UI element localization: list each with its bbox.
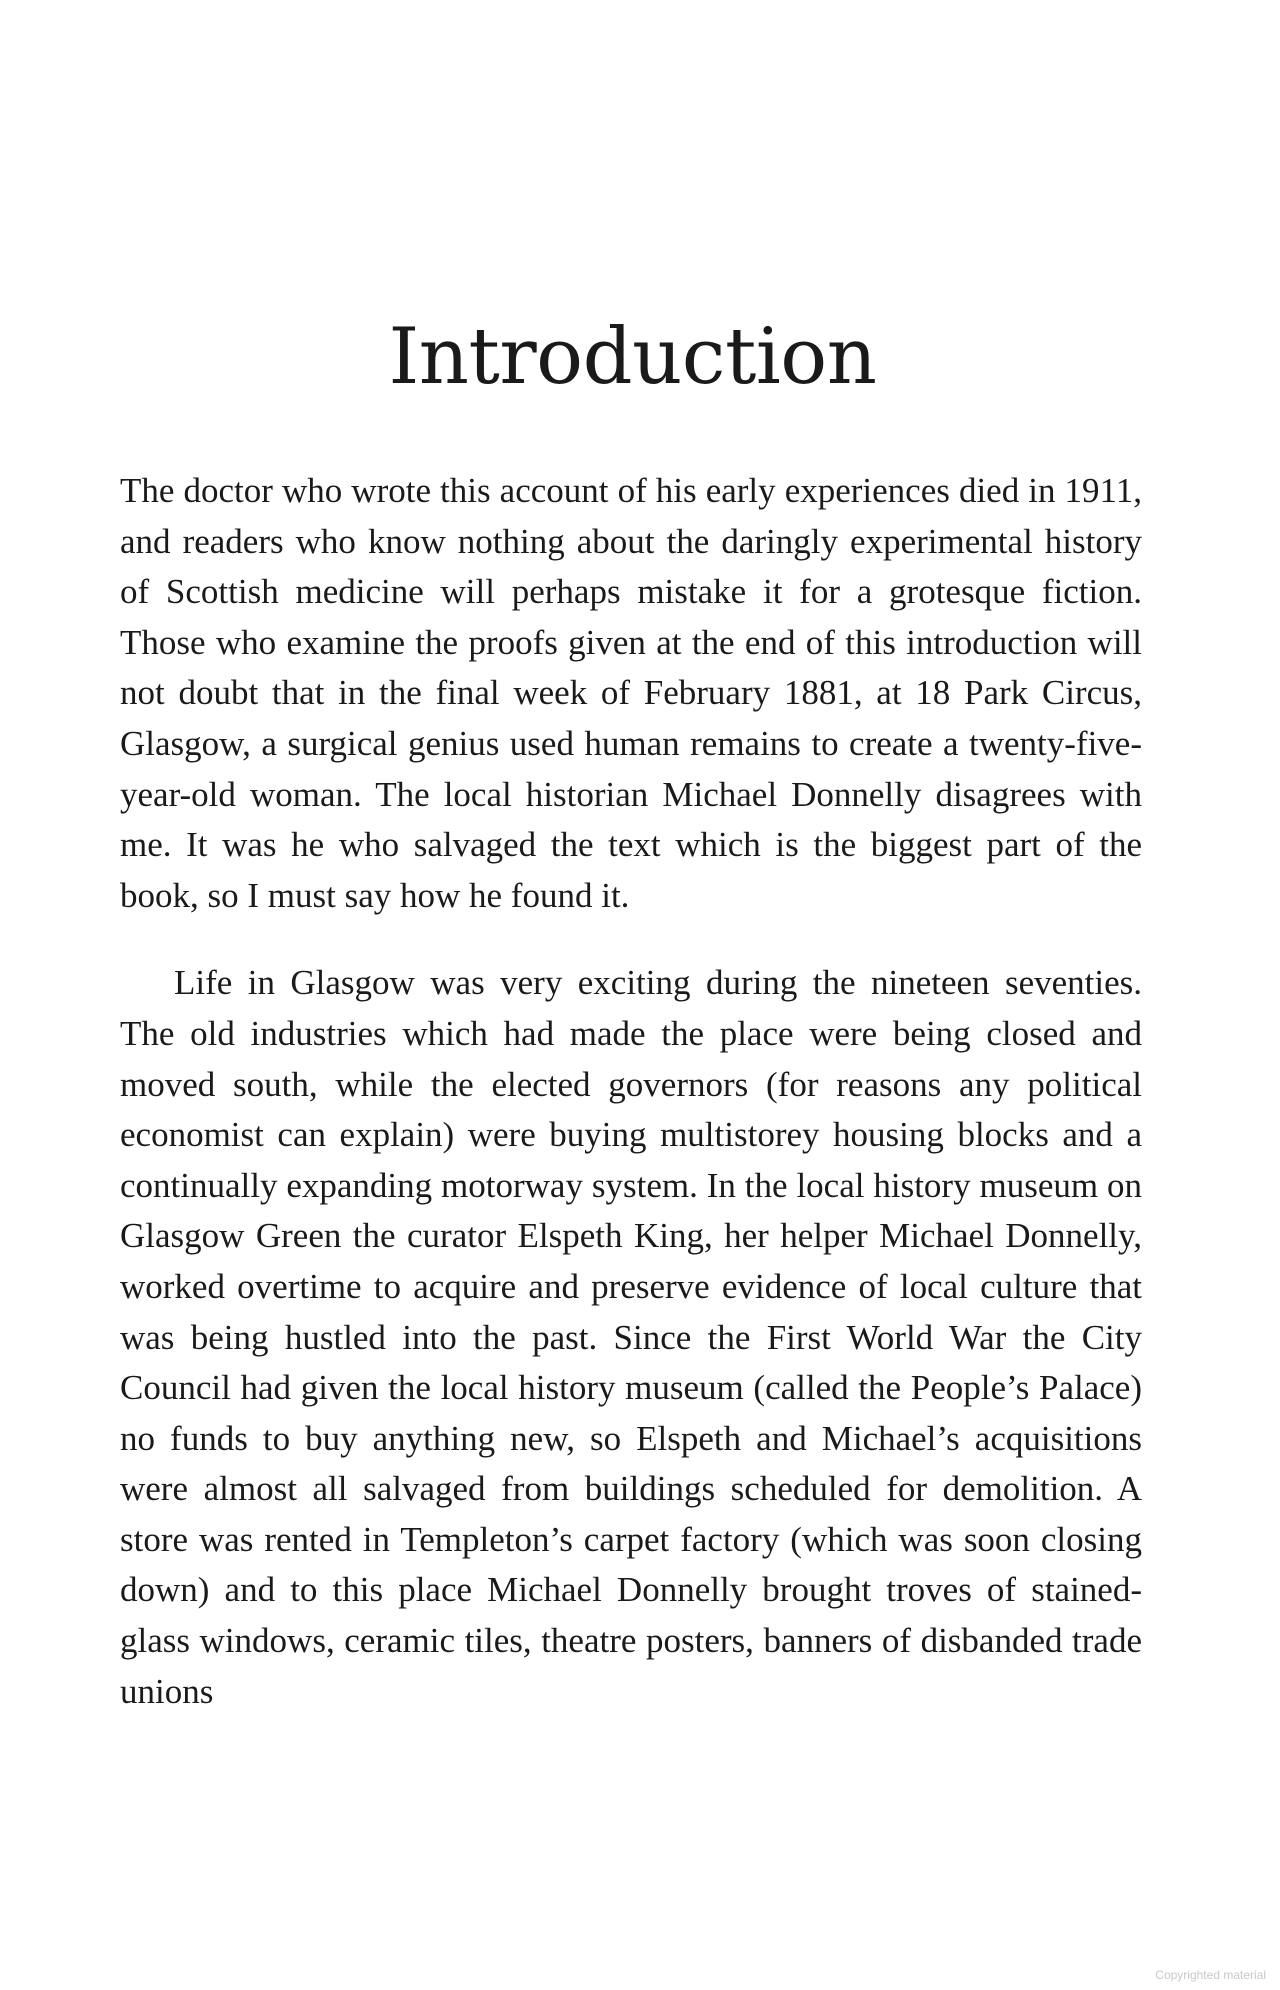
paragraph-2: Life in Glasgow was very exciting during the nineteen seventies. The old industries which had made the place were being closed and moved south, while the elected governors (for reasons any political economist can explain) were buying multistorey housing blocks and a continually expanding motorway system. In the local history museum on Glasgow Green the curator Elspeth King, her helper Michael Donnelly, worked overtime to acquire and preserve evidence of local culture that was being hustled into the past. Since the First World War the City Council had given the local history museum (called the People’s Palace) no funds to buy anything new, so Elspeth and Michael’s acquisitions were almost all salvaged from buildings scheduled for demolition. A store was rented in Templeton’s carpet factory (which was soon closing down) and to this place Michael Donnelly brought troves of stained-glass windows, ceramic tiles, theatre posters, banners of disbanded trade unions (120, 963, 1142, 1711)
paragraph-1: The doctor who wrote this account of his early experiences died in 1911, and readers who know nothing about the daringly experimental history of Scottish medicine will perhaps mistake it for a grotesque fiction. Those who examine the proofs given at the end of this introduction will not doubt that in the final week of February 1881, at 18 Park Circus, Glasgow, a surgical genius used human remains to create a twenty-five-year-old woman. The local historian Michael Donnelly disagrees with me. It was he who salvaged the text which is the biggest part of the book, so I must say how he found it. (120, 471, 1142, 915)
body-text (120, 466, 1142, 1717)
chapter-title: Introduction (388, 312, 877, 402)
copyright-watermark: Copyrighted material (1155, 1968, 1266, 1982)
